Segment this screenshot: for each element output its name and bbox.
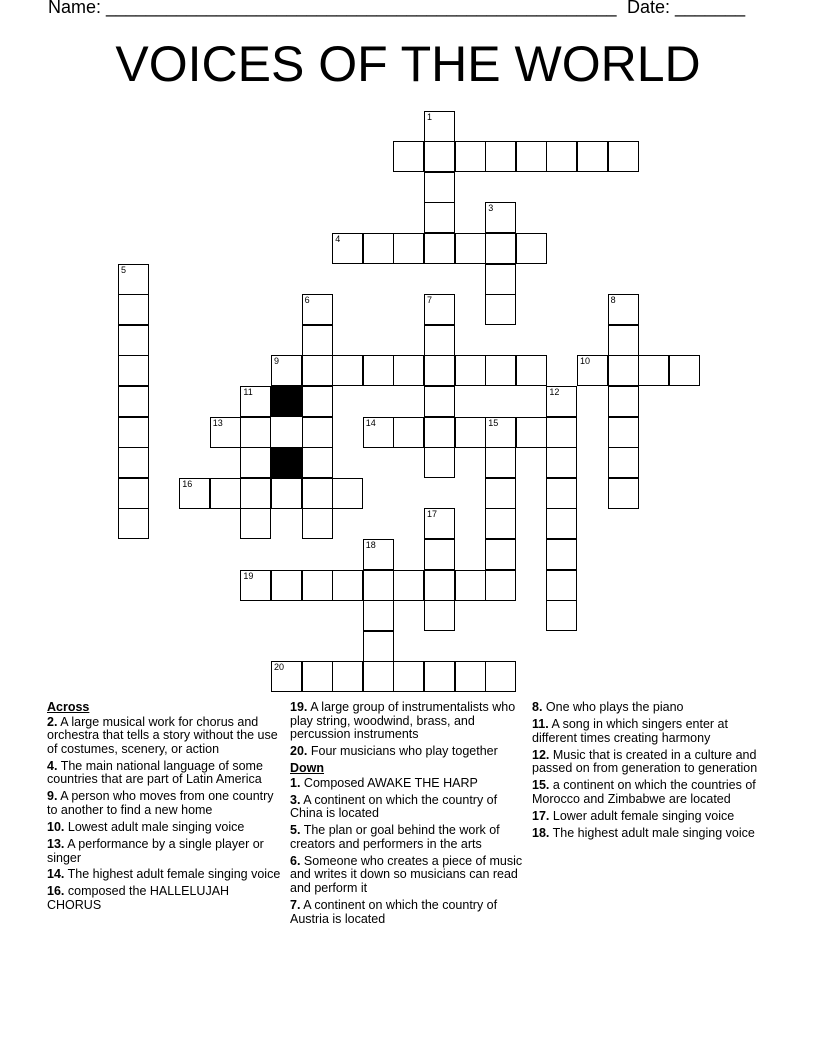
grid-cell[interactable] [608, 447, 639, 478]
grid-cell[interactable] [455, 661, 486, 692]
clue-item [290, 777, 528, 791]
grid-cell[interactable] [424, 294, 455, 325]
grid-cell[interactable] [546, 478, 577, 509]
clue-number: 3 [488, 203, 494, 214]
grid-cell[interactable] [485, 508, 516, 539]
clue-text: A song in which singers enter at different times creating harmony [532, 716, 728, 745]
grid-cell[interactable] [424, 417, 455, 448]
clue-text: A large group of instrumentalists who play string, woodwind, brass, and percussion instruments [290, 700, 516, 742]
grid-cell[interactable] [455, 141, 486, 172]
grid-cell[interactable] [363, 417, 394, 448]
clue-text: a continent on which the countries of Morocco and Zimbabwe are located [532, 778, 756, 806]
clue-label: 8. [532, 700, 543, 714]
grid-cell[interactable] [485, 447, 516, 478]
grid-cell[interactable] [118, 508, 149, 539]
grid-cell[interactable] [424, 508, 455, 539]
black-cell [271, 447, 302, 478]
clue-number: 14 [365, 417, 376, 428]
clue-label: 3. [290, 792, 301, 807]
grid-cell[interactable] [455, 355, 486, 386]
clue-label: 7. [290, 898, 301, 913]
grid-cell[interactable] [485, 417, 516, 448]
grid-cell[interactable] [118, 417, 149, 448]
clue-item [47, 885, 285, 912]
grid-cell[interactable] [577, 141, 608, 172]
grid-cell[interactable] [608, 325, 639, 356]
grid-cell[interactable] [118, 355, 149, 386]
grid-cell[interactable] [485, 294, 516, 325]
clue-item [47, 760, 285, 787]
grid-cell[interactable] [302, 508, 333, 539]
grid-cell[interactable] [424, 325, 455, 356]
grid-cell[interactable] [332, 661, 363, 692]
clue-label: 12. [532, 747, 550, 762]
clue-item [532, 749, 770, 776]
grid-cell[interactable] [516, 141, 547, 172]
grid-cell[interactable] [240, 417, 271, 448]
grid-cell[interactable] [485, 478, 516, 509]
clue-label: 14. [47, 867, 65, 882]
grid-cell[interactable] [516, 355, 547, 386]
grid-cell[interactable] [240, 570, 271, 601]
grid-cell[interactable] [424, 141, 455, 172]
grid-cell[interactable] [608, 386, 639, 417]
clue-label: 9. [47, 789, 58, 804]
grid-cell[interactable] [302, 661, 333, 692]
grid-cell[interactable] [424, 539, 455, 570]
clue-item [290, 899, 528, 926]
grid-cell[interactable] [638, 355, 669, 386]
grid-cell[interactable] [302, 294, 333, 325]
grid-cell[interactable] [118, 478, 149, 509]
grid-cell[interactable] [424, 447, 455, 478]
grid-cell[interactable] [363, 539, 394, 570]
grid-cell[interactable] [424, 570, 455, 601]
clue-number: 11 [243, 387, 253, 397]
grid-cell[interactable] [118, 264, 149, 295]
grid-cell[interactable] [271, 661, 302, 692]
clue-item [532, 701, 770, 715]
clue-label: 19. [290, 700, 308, 714]
grid-cell[interactable] [516, 417, 547, 448]
clue-item [47, 868, 285, 882]
grid-cell[interactable] [302, 355, 333, 386]
grid-cell[interactable] [516, 233, 547, 264]
grid-cell[interactable] [485, 661, 516, 692]
grid-cell[interactable] [546, 508, 577, 539]
clue-number: 4 [335, 234, 341, 244]
clue-item [532, 779, 770, 806]
clue-number: 12 [549, 387, 560, 397]
clue-label: 2. [47, 714, 58, 729]
grid-cell[interactable] [424, 661, 455, 692]
grid-cell[interactable] [424, 233, 455, 264]
grid-cell[interactable] [118, 447, 149, 478]
grid-cell[interactable] [546, 447, 577, 478]
clue-number: 9 [274, 356, 280, 367]
grid-cell[interactable] [424, 202, 455, 233]
grid-cell[interactable] [669, 355, 700, 386]
clue-item [47, 838, 285, 865]
clue-text: Lower adult female singing voice [552, 808, 735, 823]
grid-cell[interactable] [363, 600, 394, 631]
clue-number: 7 [427, 295, 433, 306]
clue-text: The main national language of some countries that are part of Latin America [47, 758, 263, 787]
clue-label: 13. [47, 836, 65, 851]
clue-number: 5 [121, 264, 127, 275]
clue-item [532, 827, 770, 841]
grid-cell[interactable] [118, 325, 149, 356]
clue-column-3 [532, 701, 770, 844]
clue-text: The plan or goal behind the work of creators and performers in the arts [290, 823, 500, 851]
clue-item [47, 790, 285, 817]
clue-item [290, 745, 528, 759]
grid-cell[interactable] [393, 233, 424, 264]
grid-cell[interactable] [363, 355, 394, 386]
clue-text: Composed AWAKE THE HARP [303, 775, 478, 790]
clue-label: 6. [290, 853, 301, 868]
clue-text: A person who moves from one country to another to find a new home [47, 789, 274, 817]
clue-label: 1. [290, 775, 301, 790]
grid-cell[interactable] [332, 355, 363, 386]
grid-cell[interactable] [455, 570, 486, 601]
grid-cell[interactable] [332, 233, 363, 264]
grid-cell[interactable] [363, 631, 394, 662]
clue-item [532, 810, 770, 824]
grid-cell[interactable] [485, 233, 516, 264]
date-field[interactable]: Date: _______ [627, 0, 746, 17]
clue-text: Someone who creates a piece of music and writes it down so musicians can read and perform it [290, 853, 523, 896]
grid-cell[interactable] [271, 570, 302, 601]
grid-cell[interactable] [485, 539, 516, 570]
clue-text: The highest adult female singing voice [67, 867, 281, 882]
grid-cell[interactable] [302, 386, 333, 417]
clue-section-heading: Down [290, 761, 325, 776]
grid-cell[interactable] [179, 478, 210, 509]
grid-cell[interactable] [546, 141, 577, 172]
clue-number: 17 [427, 509, 438, 520]
clue-label: 16. [47, 884, 65, 899]
grid-cell[interactable] [240, 386, 271, 417]
clue-label: 4. [47, 758, 58, 773]
grid-cell[interactable] [546, 417, 577, 448]
clue-label: 18. [532, 825, 550, 840]
grid-cell[interactable] [271, 478, 302, 509]
grid-cell[interactable] [546, 386, 577, 417]
grid-cell[interactable] [271, 355, 302, 386]
clue-text: A continent on which the country of China is located [290, 792, 498, 821]
grid-cell[interactable] [118, 386, 149, 417]
clue-text: One who plays the piano [545, 700, 684, 714]
clue-column-1 [47, 701, 285, 916]
clue-number: 8 [610, 295, 616, 306]
clue-label: 15. [532, 778, 550, 793]
puzzle-title: VOICES OF THE WORLD [115, 36, 701, 92]
grid-cell[interactable] [608, 141, 639, 172]
clue-item [290, 794, 528, 821]
clue-number: 13 [212, 417, 223, 428]
grid-cell[interactable] [240, 447, 271, 478]
clue-item [290, 701, 528, 742]
grid-cell[interactable] [424, 386, 455, 417]
grid-cell[interactable] [302, 325, 333, 356]
clue-text: Music that is created in a culture and passed on from generation to generation [532, 747, 758, 776]
clue-number: 10 [580, 356, 591, 367]
grid-cell[interactable] [546, 570, 577, 601]
grid-cell[interactable] [393, 417, 424, 448]
clue-number: 18 [365, 540, 376, 550]
grid-cell[interactable] [332, 478, 363, 509]
clue-text: A continent on which the country of Austria is located [290, 898, 498, 926]
grid-cell[interactable] [302, 570, 333, 601]
clue-text: Lowest adult male singing voice [67, 819, 245, 834]
grid-cell[interactable] [332, 570, 363, 601]
grid-cell[interactable] [363, 661, 394, 692]
name-field[interactable]: Name: ___________________________________________________ [48, 0, 617, 17]
grid-cell[interactable] [424, 355, 455, 386]
grid-cell[interactable] [424, 172, 455, 203]
grid-cell[interactable] [485, 355, 516, 386]
clue-label: 11. [532, 716, 549, 731]
grid-cell[interactable] [210, 417, 241, 448]
grid-cell[interactable] [363, 233, 394, 264]
clue-text: A large musical work for chorus and orchestra that tells a story without the use of costumes, scenery, or action [47, 714, 278, 756]
grid-cell[interactable] [546, 539, 577, 570]
clue-label: 10. [47, 819, 65, 834]
black-cell [271, 386, 302, 417]
clue-section-heading: Across [47, 700, 90, 714]
grid-cell[interactable] [302, 417, 333, 448]
grid-cell[interactable] [546, 600, 577, 631]
grid-cell[interactable] [577, 355, 608, 386]
grid-cell[interactable] [455, 417, 486, 448]
grid-cell[interactable] [393, 661, 424, 692]
clue-label: 17. [532, 808, 550, 823]
grid-cell[interactable] [455, 233, 486, 264]
grid-cell[interactable] [240, 478, 271, 509]
clue-item [47, 821, 285, 835]
clue-number: 1 [427, 111, 433, 122]
clue-label: 20. [290, 744, 308, 759]
clue-column-2 [290, 701, 528, 930]
grid-cell[interactable] [302, 478, 333, 509]
clue-text: The highest adult male singing voice [552, 825, 755, 840]
clue-item [290, 824, 528, 851]
grid-cell[interactable] [393, 355, 424, 386]
grid-cell[interactable] [363, 570, 394, 601]
grid-cell[interactable] [485, 141, 516, 172]
clue-text: composed the HALLELUJAH CHORUS [47, 884, 230, 913]
clue-number: 16 [182, 478, 193, 489]
grid-cell[interactable] [485, 264, 516, 295]
grid-cell[interactable] [608, 478, 639, 509]
grid-cell[interactable] [608, 355, 639, 386]
grid-cell[interactable] [485, 570, 516, 601]
grid-cell[interactable] [302, 447, 333, 478]
grid-cell[interactable] [424, 600, 455, 631]
grid-cell[interactable] [210, 478, 241, 509]
clue-item [532, 718, 770, 745]
clue-item [290, 855, 528, 896]
grid-cell[interactable] [393, 141, 424, 172]
clue-number: 15 [488, 417, 499, 428]
grid-cell[interactable] [393, 570, 424, 601]
grid-cell[interactable] [240, 508, 271, 539]
grid-cell[interactable] [118, 294, 149, 325]
clue-number: 20 [274, 662, 285, 673]
clue-text: A performance by a single player or singer [47, 836, 264, 865]
grid-cell[interactable] [608, 294, 639, 325]
clue-item [47, 716, 285, 757]
clue-number: 6 [304, 295, 310, 306]
grid-cell[interactable] [424, 111, 455, 142]
clue-text: Four musicians who play together [310, 744, 498, 759]
grid-cell[interactable] [608, 417, 639, 448]
grid-cell[interactable] [485, 202, 516, 233]
clue-label: 5. [290, 823, 301, 838]
clue-number: 19 [243, 570, 254, 581]
